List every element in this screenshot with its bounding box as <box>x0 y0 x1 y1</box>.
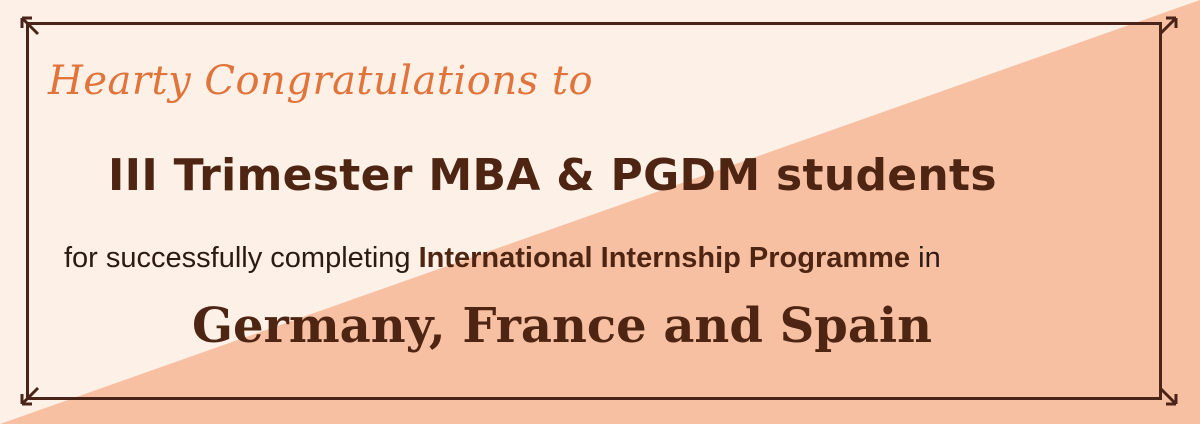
message-suffix: in <box>910 242 941 274</box>
message-line <box>64 242 941 275</box>
arrow-bottom-left-icon <box>18 384 42 408</box>
audience-heading: III Trimester MBA & PGDM students <box>108 150 997 201</box>
arrow-top-left-icon <box>18 14 42 38</box>
countries-heading: Germany, France and Spain <box>192 298 933 354</box>
arrow-bottom-right-icon <box>1156 384 1180 408</box>
message-prefix: for successfully completing <box>64 242 419 274</box>
programme-name: International Internship Programme <box>418 242 911 274</box>
arrow-top-right-icon <box>1156 14 1180 38</box>
greeting-heading: Hearty Congratulations to <box>48 58 594 104</box>
